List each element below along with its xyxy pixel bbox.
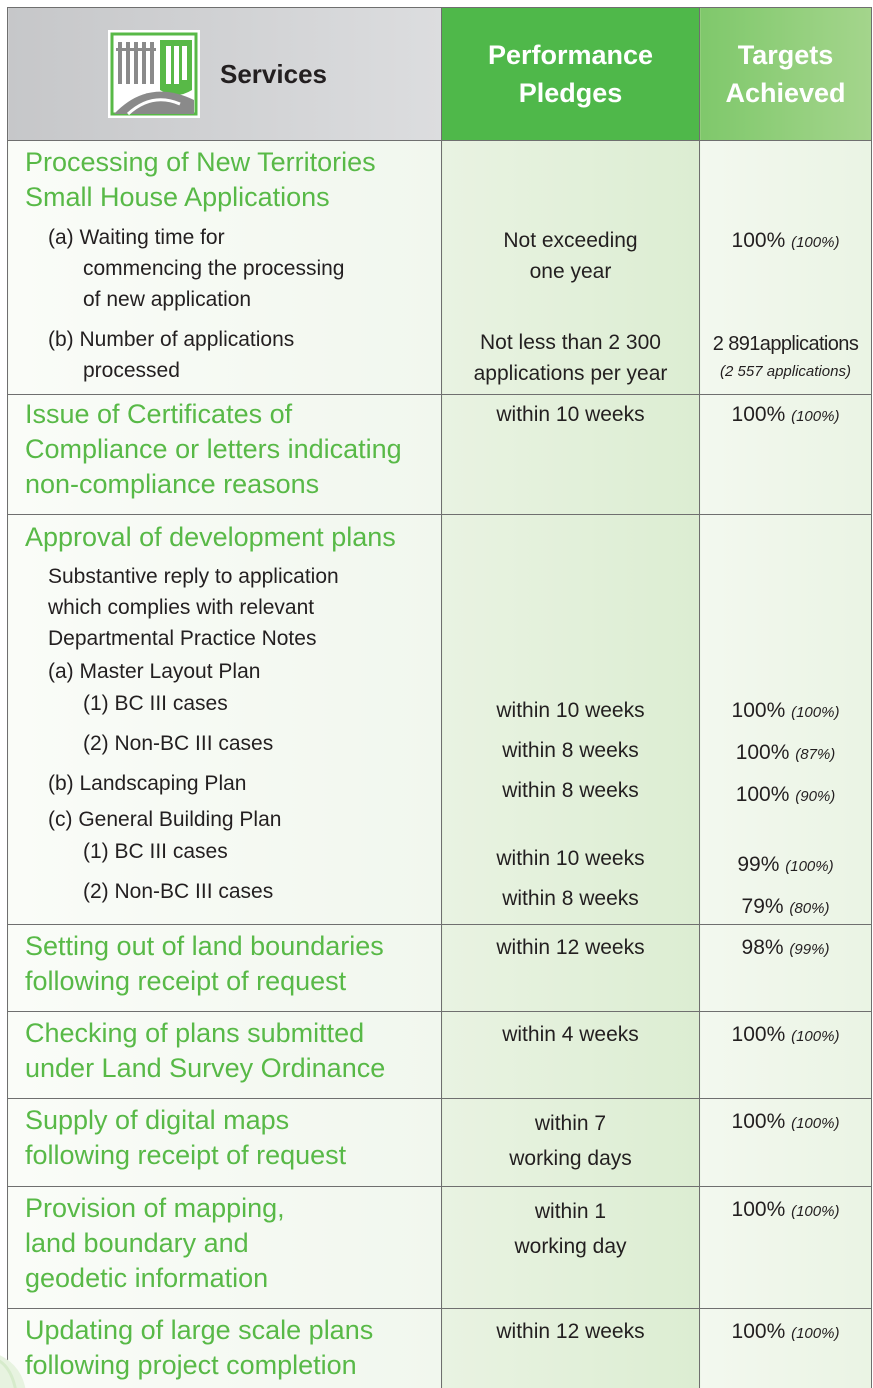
sub-item-label: (1) BC III cases (83, 692, 228, 715)
pledge-cell (442, 1309, 700, 1388)
service-title-line: Processing of New Territories (25, 147, 376, 177)
intro-line: which complies with relevant (48, 596, 315, 619)
target-percent: 100% (731, 1023, 786, 1046)
target-cell (700, 1012, 872, 1099)
pledge-value: within 12 weeks (496, 1320, 645, 1343)
pledges-header-line: Pledges (518, 78, 623, 108)
target-value (700, 737, 871, 770)
watermark-leaf-icon (0, 1312, 32, 1388)
pledge-line: applications per year (473, 362, 668, 385)
pledge-value: within 10 weeks (496, 847, 645, 870)
pledge-cell (442, 395, 700, 515)
service-cell (8, 1012, 442, 1099)
sub-item-label: (2) Non-BC III cases (83, 880, 274, 903)
pledge-value: within 10 weeks (496, 403, 645, 426)
target-value: 2 891applications (712, 333, 859, 355)
target-value (700, 695, 871, 728)
service-cell (8, 1187, 442, 1309)
target-cell (700, 141, 872, 395)
target-percent: 100% (731, 699, 786, 722)
service-title-line: following receipt of request (25, 966, 347, 996)
target-percent: 100% (731, 229, 786, 252)
sub-item-label: (a) Master Layout Plan (48, 660, 261, 683)
target-percent: 79% (741, 895, 784, 918)
sub-item-line: processed (83, 359, 180, 382)
previous-year-value: (87%) (795, 746, 836, 763)
table-row (8, 141, 872, 395)
service-title-line: Compliance or letters indicating (25, 434, 402, 464)
pledge-value: within 4 weeks (502, 1023, 639, 1046)
previous-year-value: (100%) (791, 1028, 840, 1045)
pledge-cell (442, 515, 700, 925)
service-title: Approval of development plans (25, 522, 396, 552)
performance-pledges-header (442, 8, 700, 141)
service-title (25, 1103, 433, 1173)
targets-achieved-header (700, 8, 872, 141)
service-title-line: Provision of mapping, (25, 1193, 285, 1223)
pledge-cell (442, 1099, 700, 1187)
service-cell (8, 1099, 442, 1187)
table-row (8, 515, 872, 925)
target-value (700, 932, 871, 965)
previous-year-value: (80%) (789, 900, 830, 917)
target-cell (700, 1187, 872, 1309)
pledge-line: working day (514, 1235, 627, 1258)
service-title-line: under Land Survey Ordinance (25, 1053, 386, 1083)
target-percent: 99% (737, 853, 780, 876)
pledge-line: Not less than 2 300 (480, 331, 661, 354)
previous-year-value: (100%) (791, 234, 840, 251)
target-value (700, 225, 871, 258)
pledge-value (442, 1194, 699, 1264)
service-title (25, 1016, 433, 1086)
table-row (8, 1187, 872, 1309)
previous-year-value: (90%) (795, 788, 836, 805)
target-percent: 100% (731, 1198, 786, 1221)
previous-year-value: (100%) (791, 408, 840, 425)
service-title-line: Issue of Certificates of (25, 399, 293, 429)
service-title-line: following project completion (25, 1350, 357, 1380)
services-header-label: Services (220, 58, 327, 89)
pledge-value (442, 327, 699, 389)
target-cell (700, 515, 872, 925)
target-percent: 100% (731, 1110, 786, 1133)
target-cell (700, 1099, 872, 1187)
service-title (25, 1191, 433, 1296)
service-title-line: Updating of large scale plans (25, 1315, 374, 1345)
target-value (700, 779, 871, 812)
service-title-line: Supply of digital maps (25, 1105, 290, 1135)
service-cell (8, 1309, 442, 1388)
target-value (700, 1194, 871, 1227)
sub-item-line: (a) Waiting time for (48, 226, 225, 249)
sub-item-line: (b) Number of applications (48, 328, 295, 351)
pledge-value: within 12 weeks (496, 936, 645, 959)
previous-year-value: (100%) (791, 704, 840, 721)
service-cell (8, 515, 442, 925)
target-value (700, 1316, 871, 1349)
target-value (700, 891, 871, 924)
previous-year-value: (100%) (791, 1115, 840, 1132)
table-row (8, 925, 872, 1012)
pledge-value (442, 1106, 699, 1176)
table-row (8, 1099, 872, 1187)
table-row (8, 1012, 872, 1099)
sub-item-label (25, 324, 433, 386)
sub-item-label (25, 222, 433, 315)
target-value (700, 399, 871, 432)
service-cell (8, 395, 442, 515)
target-value (700, 1106, 871, 1139)
previous-year-value: (100%) (785, 858, 834, 875)
pledge-cell (442, 925, 700, 1012)
previous-year-value: (99%) (789, 941, 830, 958)
service-title-line: Small House Applications (25, 182, 330, 212)
pledge-cell (442, 1012, 700, 1099)
sub-item-label: (b) Landscaping Plan (48, 772, 247, 795)
service-cell (8, 925, 442, 1012)
pledge-line: one year (529, 260, 612, 283)
intro-text (25, 561, 433, 654)
intro-line: Departmental Practice Notes (48, 627, 317, 650)
sub-item-label: (2) Non-BC III cases (83, 732, 274, 755)
sub-item-line: commencing the processing (83, 257, 345, 280)
sub-item-line: of new application (83, 288, 252, 311)
performance-pledges-table (7, 7, 872, 1388)
target-value (700, 849, 871, 882)
target-percent: 100% (735, 783, 790, 806)
pledge-line: Not exceeding (503, 229, 638, 252)
sub-item-label: (1) BC III cases (83, 840, 228, 863)
targets-header-line: Targets (737, 40, 834, 70)
target-value (700, 1019, 871, 1052)
service-title (25, 1313, 433, 1383)
target-cell (700, 925, 872, 1012)
sub-item-label: (c) General Building Plan (48, 808, 282, 831)
previous-year-value: (2 557 applications) (720, 363, 851, 380)
lands-department-logo (108, 30, 200, 118)
pledge-line: within 7 (534, 1112, 607, 1135)
table-row (8, 395, 872, 515)
pledge-value: within 8 weeks (502, 779, 639, 802)
service-title-line: Setting out of land boundaries (25, 931, 384, 961)
services-header (8, 8, 442, 141)
previous-year-value: (100%) (791, 1325, 840, 1342)
targets-header-line: Achieved (725, 78, 846, 108)
service-title (25, 145, 433, 215)
intro-line: Substantive reply to application (48, 565, 339, 588)
service-title (25, 397, 433, 502)
pledge-value: within 10 weeks (496, 699, 645, 722)
target-cell (700, 1309, 872, 1388)
service-title-line: geodetic information (25, 1263, 269, 1293)
previous-year-value: (100%) (791, 1203, 840, 1220)
pledge-value: within 8 weeks (502, 739, 639, 762)
pledges-header-line: Performance (487, 40, 654, 70)
service-title (25, 929, 433, 999)
pledge-cell (442, 141, 700, 395)
pledge-value (442, 225, 699, 287)
table-row (8, 1309, 872, 1388)
service-title-line: non-compliance reasons (25, 469, 320, 499)
pledge-line: within 1 (534, 1200, 607, 1223)
pledge-value: within 8 weeks (502, 887, 639, 910)
target-percent: 100% (735, 741, 790, 764)
service-title-line: following receipt of request (25, 1140, 347, 1170)
target-cell (700, 395, 872, 515)
target-percent: 98% (741, 936, 784, 959)
service-title-line: Checking of plans submitted (25, 1018, 365, 1048)
header-row (8, 8, 872, 141)
pledge-cell (442, 1187, 700, 1309)
service-title-line: land boundary and (25, 1228, 249, 1258)
target-percent: 100% (731, 1320, 786, 1343)
pledge-line: working days (509, 1147, 632, 1170)
service-cell (8, 141, 442, 395)
target-percent: 100% (731, 403, 786, 426)
